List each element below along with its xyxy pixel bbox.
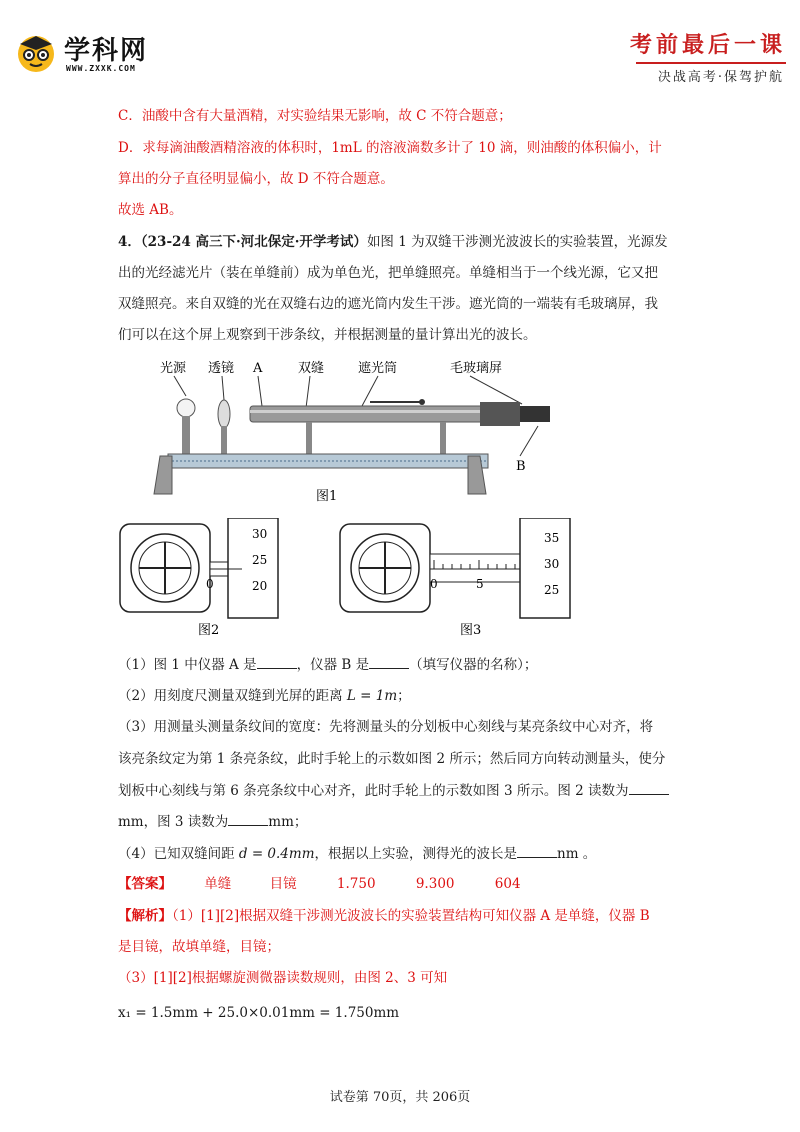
analysis-formula: x₁ = 1.5mm + 25.0×0.01mm = 1.750mm (118, 1005, 400, 1021)
q1-text-b: ，仪器 B 是 (296, 657, 370, 673)
fig2-scale-mid: 25 (252, 553, 268, 567)
label-screen: 毛玻璃屏 (450, 361, 503, 376)
q3-text-3: 划板中心刻线与第 6 条亮条纹中心对齐，此时手轮上的示数如图 3 所示。图 2 读数为 (118, 783, 629, 799)
q3-text-4b: mm； (268, 814, 308, 830)
figure-2-micrometer (118, 518, 293, 640)
answer-value-2: 目镜 (269, 876, 297, 892)
brand-divider (636, 62, 786, 64)
logo-mascot-icon (14, 30, 58, 74)
logo-text: 学科网 (64, 36, 149, 66)
figure-2-caption: 图2 (198, 623, 220, 638)
fig2-scale-bot: 20 (252, 579, 268, 593)
q2-end: ； (397, 688, 411, 704)
answer-blank-wavelength[interactable] (517, 843, 557, 858)
subquestion-3-line1: （3）用测量头测量条纹间的宽度：先将测量头的分划板中心刻线与某亮条纹中心对齐，将 (118, 719, 654, 735)
answer-value-4: 9.300 (415, 876, 455, 892)
fig3-scale-top: 35 (544, 531, 560, 545)
subquestion-2 (118, 686, 688, 706)
fig3-main-zero: 0 (430, 577, 438, 591)
subquestion-3-line4 (118, 811, 688, 832)
fig2-scale-top: 30 (252, 527, 268, 541)
figure-1-caption: 图1 (316, 489, 338, 504)
answer-blank-b[interactable] (369, 654, 409, 669)
zxxk-logo (14, 28, 184, 80)
answer-value-5: 604 (494, 876, 521, 892)
analysis-line1 (118, 906, 688, 926)
fig2-main-zero: 0 (206, 577, 214, 591)
label-b: B (516, 459, 526, 474)
question-text: 如图 1 为双缝干涉测光波波长的实验装置，光源发 (366, 234, 668, 250)
figure-3-micrometer (338, 518, 578, 640)
answer-blank-fig2[interactable] (629, 780, 669, 795)
q4-text-a: （4）已知双缝间距 (118, 846, 235, 862)
analysis-line2: 是目镜，故填单缝，目镜； (118, 939, 280, 955)
logo-url: WWW.ZXXK.COM (66, 64, 136, 73)
analysis-text-1: （1）[1][2]根据双缝干涉测光波波长的实验装置结构可知仪器 A 是单缝，仪器 B (172, 908, 650, 924)
label-double-slit: 双缝 (298, 361, 325, 376)
question-stem-1 (118, 232, 688, 252)
fig3-scale-mid: 30 (544, 557, 560, 571)
answer-value-3: 1.750 (336, 876, 376, 892)
q4-text-b: ，根据以上实验，测得光的波长是 (314, 846, 517, 862)
analysis-label: 【解析】 (118, 908, 172, 924)
question-stem-4: 们可以在这个屏上观察到干涉条纹，并根据测量的量计算出光的波长。 (118, 327, 537, 343)
solution-choice: 故选 AB。 (118, 202, 183, 218)
q1-text-a: （1）图 1 中仪器 A 是 (118, 657, 257, 673)
q2-text: （2）用刻度尺测量双缝到光屏的距离 (118, 688, 343, 704)
subquestion-3-line2: 该亮条纹定为第 1 条亮条纹，此时手轮上的示数如图 2 所示；然后同方向转动测量头，使分 (118, 751, 666, 767)
answer-value-1: 单缝 (204, 876, 232, 892)
question-source: （23-24 高三下·河北保定·开学考试） (140, 234, 367, 250)
fig3-scale-bot: 25 (544, 583, 560, 597)
figure-1-apparatus (150, 356, 570, 506)
question-stem-3: 双缝照亮。来自双缝的光在双缝右边的遮光筒内发生干涉。遮光筒的一端装有毛玻璃屏，我 (118, 296, 658, 312)
q3-text-4a: mm，图 3 读数为 (118, 814, 229, 830)
q2-math: L = 1m (346, 688, 398, 704)
label-tube: 遮光筒 (358, 361, 398, 376)
label-a: A (253, 361, 263, 376)
q4-text-c: nm 。 (557, 846, 597, 862)
label-lens: 透镜 (208, 361, 235, 376)
question-stem-2: 出的光经滤光片（装在单缝前）成为单色光，把单缝照亮。单缝相当于一个线光源，它又把 (118, 265, 658, 281)
subquestion-4 (118, 843, 688, 864)
analysis-line3: （3）[1][2]根据螺旋测微器读数规则，由图 2、3 可知 (118, 970, 448, 986)
fig3-main-five: 5 (476, 577, 484, 591)
subquestion-3-line3 (118, 780, 688, 801)
subquestion-1 (118, 654, 688, 675)
solution-d-1: D．求每滴油酸酒精溶液的体积时，1mL 的溶液滴数多计了 10 滴，则油酸的体积偏小，计 (118, 140, 662, 156)
figure-3-caption: 图3 (460, 623, 482, 638)
brand-subtitle: 决战高考·保驾护航 (657, 70, 784, 85)
question-number: 4． (118, 234, 141, 250)
answer-line (118, 874, 688, 894)
solution-d-2: 算出的分子直径明显偏小，故 D 不符合题意。 (118, 171, 394, 187)
page-footer: 试卷第 70页，共 206页 (329, 1090, 471, 1105)
solution-c: C．油酸中含有大量酒精，对实验结果无影响，故 C 不符合题意； (118, 108, 512, 124)
q4-math: d = 0.4mm (238, 846, 315, 862)
brand-title: 考前最后一课 (629, 32, 786, 58)
answer-label: 【答案】 (118, 876, 172, 892)
answer-blank-fig3[interactable] (228, 811, 268, 826)
q1-text-c: （填写仪器的名称）； (409, 657, 538, 673)
answer-blank-a[interactable] (257, 654, 297, 669)
label-light-source: 光源 (160, 361, 187, 376)
